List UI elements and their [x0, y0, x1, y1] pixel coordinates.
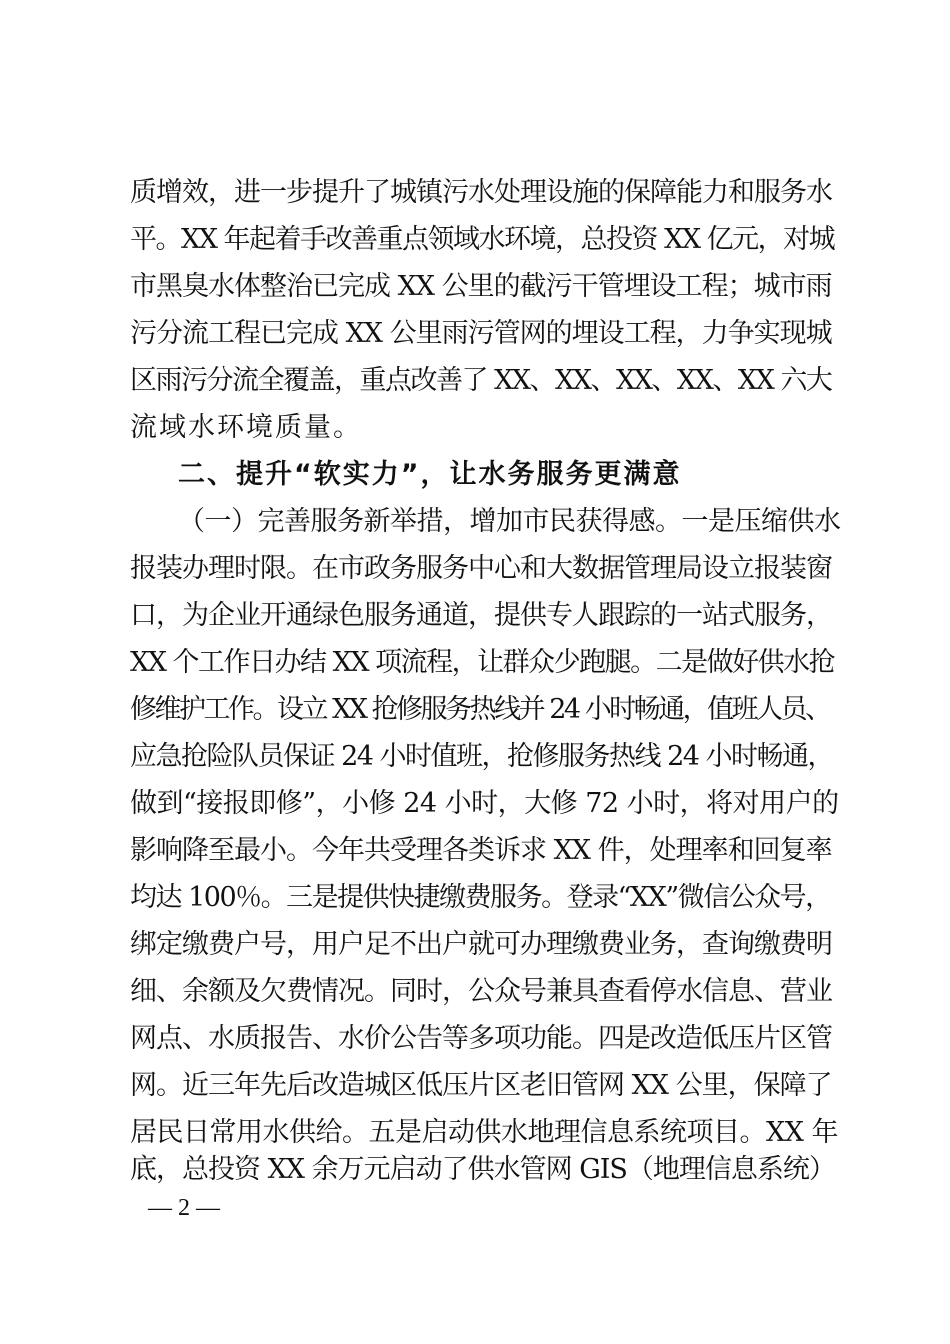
- body-text-line: 网点、水质报告、水价公告等多项功能。四是改造低压片区管: [130, 1023, 832, 1054]
- body-text-line: 市黑臭水体整治已完成 XX 公里的截污干管埋设工程；城市雨: [130, 271, 832, 302]
- body-text-line: 应急抢险队员保证 24 小时值班，抢修服务热线 24 小时畅通，: [130, 741, 834, 772]
- section-heading: 二、提升“软实力”，让水务服务更满意: [178, 459, 682, 490]
- body-text-line: 质增效，进一步提升了城镇污水处理设施的保障能力和服务水: [130, 177, 832, 208]
- body-text-line: 绑定缴费户号，用户足不出户就可办理缴费业务，查询缴费明: [130, 929, 832, 960]
- paragraph-first-line: （一）完善服务新举措，增加市民获得感。一是压缩供水: [178, 506, 841, 537]
- body-text-line: 平。XX 年起着手改善重点领域水环境，总投资 XX 亿元，对城: [130, 224, 835, 255]
- body-text-line: 做到“接报即修”，小修 24 小时，大修 72 小时，将对用户的: [130, 788, 839, 819]
- body-text-line: 均达 100％。三是提供快捷缴费服务。登录“XX”微信公众号，: [130, 882, 831, 913]
- body-text-line: 报装办理时限。在市政务服务中心和大数据管理局设立报装窗: [130, 553, 832, 584]
- body-text-line: 底，总投资 XX 余万元启动了供水管网 GIS（地理信息系统）: [130, 1154, 835, 1185]
- body-text-line: 口，为企业开通绿色服务通道，提供专人跟踪的一站式服务，: [130, 600, 832, 631]
- body-text-line: 区雨污分流全覆盖，重点改善了 XX、XX、XX、XX、XX 六大: [130, 365, 832, 396]
- body-text-line: 细、余额及欠费情况。同时，公众号兼具查看停水信息、营业: [130, 976, 832, 1007]
- page-number: — 2 —: [148, 1195, 220, 1221]
- body-text-line: 居民日常用水供给。五是启动供水地理信息系统项目。XX 年: [130, 1117, 839, 1148]
- body-text-line: 流域水环境质量。: [130, 412, 362, 443]
- body-text-line: 污分流工程已完成 XX 公里雨污管网的埋设工程，力争实现城: [130, 318, 832, 349]
- body-text-line: 影响降至最小。今年共受理各类诉求 XX 件，处理率和回复率: [130, 835, 832, 866]
- body-text-line: 网。近三年先后改造城区低压片区老旧管网 XX 公里，保障了: [130, 1070, 832, 1101]
- body-text-line: XX 个工作日办结 XX 项流程，让群众少跑腿。二是做好供水抢: [130, 647, 835, 678]
- body-text-line: 修维护工作。设立 XX 抢修服务热线并 24 小时畅通，值班人员、: [130, 694, 830, 725]
